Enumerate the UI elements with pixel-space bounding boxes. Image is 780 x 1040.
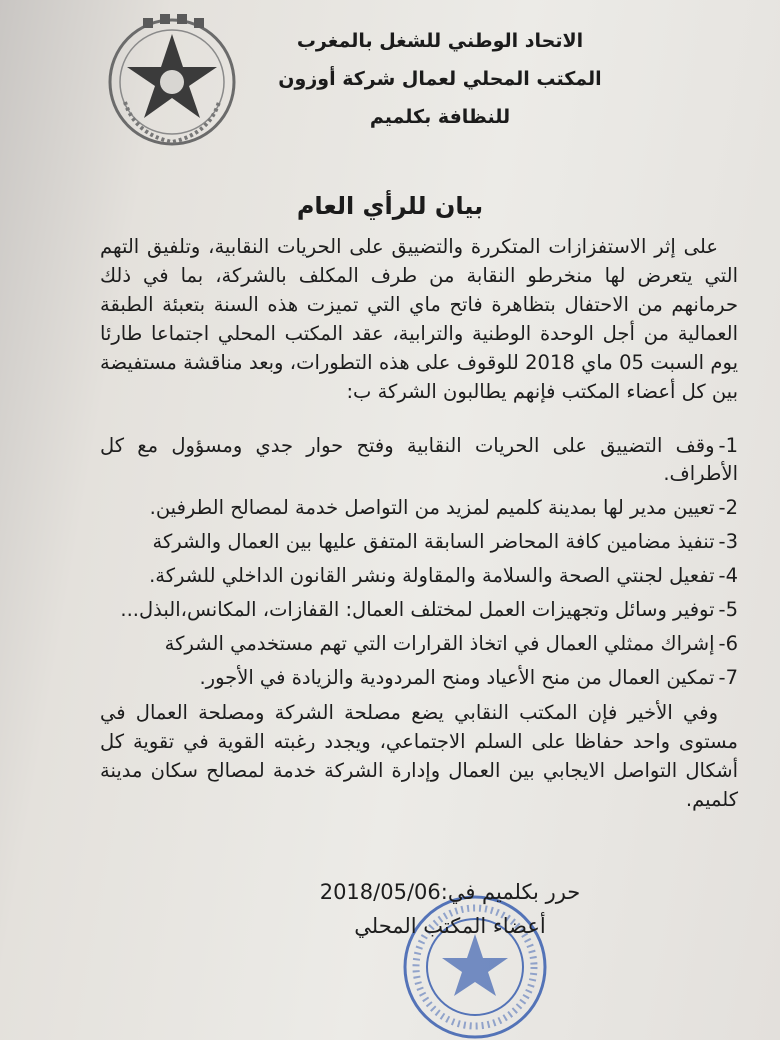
closing-paragraph: وفي الأخير فإن المكتب النقابي يضع مصلحة الشركة ومصلحة العمال في مستوى واحد حفاظا على السلم الاجتماعي، ويجدد رغبته القوية في تقوية كل أشكال التواصل الايجابي بين العمال وإدارة الشركة خدمة لمصالح سكان مدينة كلميم.	[100, 701, 738, 811]
list-item: 4-تفعيل لجنتي الصحة والسلامة والمقاولة ونشر القانون الداخلي للشركة.	[149, 564, 738, 587]
list-item: 5-توفير وسائل وتجهيزات العمل لمختلف العمال: القفازات، المكانس،البذل...	[120, 598, 738, 621]
list-item: 6-إشراك ممثلي العمال في اتخاذ القرارات التي تهم مستخدمي الشركة	[164, 632, 738, 655]
signature-block	[300, 875, 600, 943]
letterhead	[230, 22, 650, 136]
intro-paragraph: على إثر الاستفزازات المتكررة والتضييق على الحريات النقابية، وتلفيق التهم التي يتعرض لها منخرطو النقابة من طرف المكلف بالشركة، بما في ذلك حرمانهم من الاحتفال بتظاهرة فاتح ماي التي تميزت هذه السنة بتعبئة الطبقة العمالية من أجل الوحدة الوطنية والترابية، عقد المكتب المحلي اجتماعا طارئا يوم السبت 05 ماي 2018 للوقوف على هذه التطورات، وبعد مناقشة مستفيضة بين كل أعضاء المكتب فإنهم يطالبون الشركة ب:	[100, 235, 739, 403]
letterhead-line-office: المكتب المحلي لعمال شركة أوزون	[278, 68, 602, 90]
statement-body	[100, 232, 738, 840]
document-title: بيان للرأي العام	[296, 192, 484, 220]
union-logo-icon	[105, 12, 240, 152]
list-item: 7-تمكين العمال من منح الأعياد ومنح المردودية والزيادة في الأجور.	[199, 666, 738, 689]
place-date: حرر بكلميم في:2018/05/06	[319, 880, 581, 904]
letterhead-line-union: الاتحاد الوطني للشغل بالمغرب	[296, 30, 584, 52]
letterhead-line-city: للنظافة بكلميم	[369, 106, 511, 128]
list-item: 1-وقف التضييق على الحريات النقابية وفتح حوار جدي ومسؤول مع كل الأطراف.	[100, 434, 738, 485]
list-item: 2-تعيين مدير لها بمدينة كلميم لمزيد من التواصل خدمة لمصالح الطرفين.	[149, 496, 738, 519]
list-item: 3-تنفيذ مضامين كافة المحاضر السابقة المتفق عليها بين العمال والشركة	[152, 530, 738, 553]
signatory: أعضاء المكتب المحلي	[354, 914, 546, 938]
demands-list	[100, 432, 738, 692]
